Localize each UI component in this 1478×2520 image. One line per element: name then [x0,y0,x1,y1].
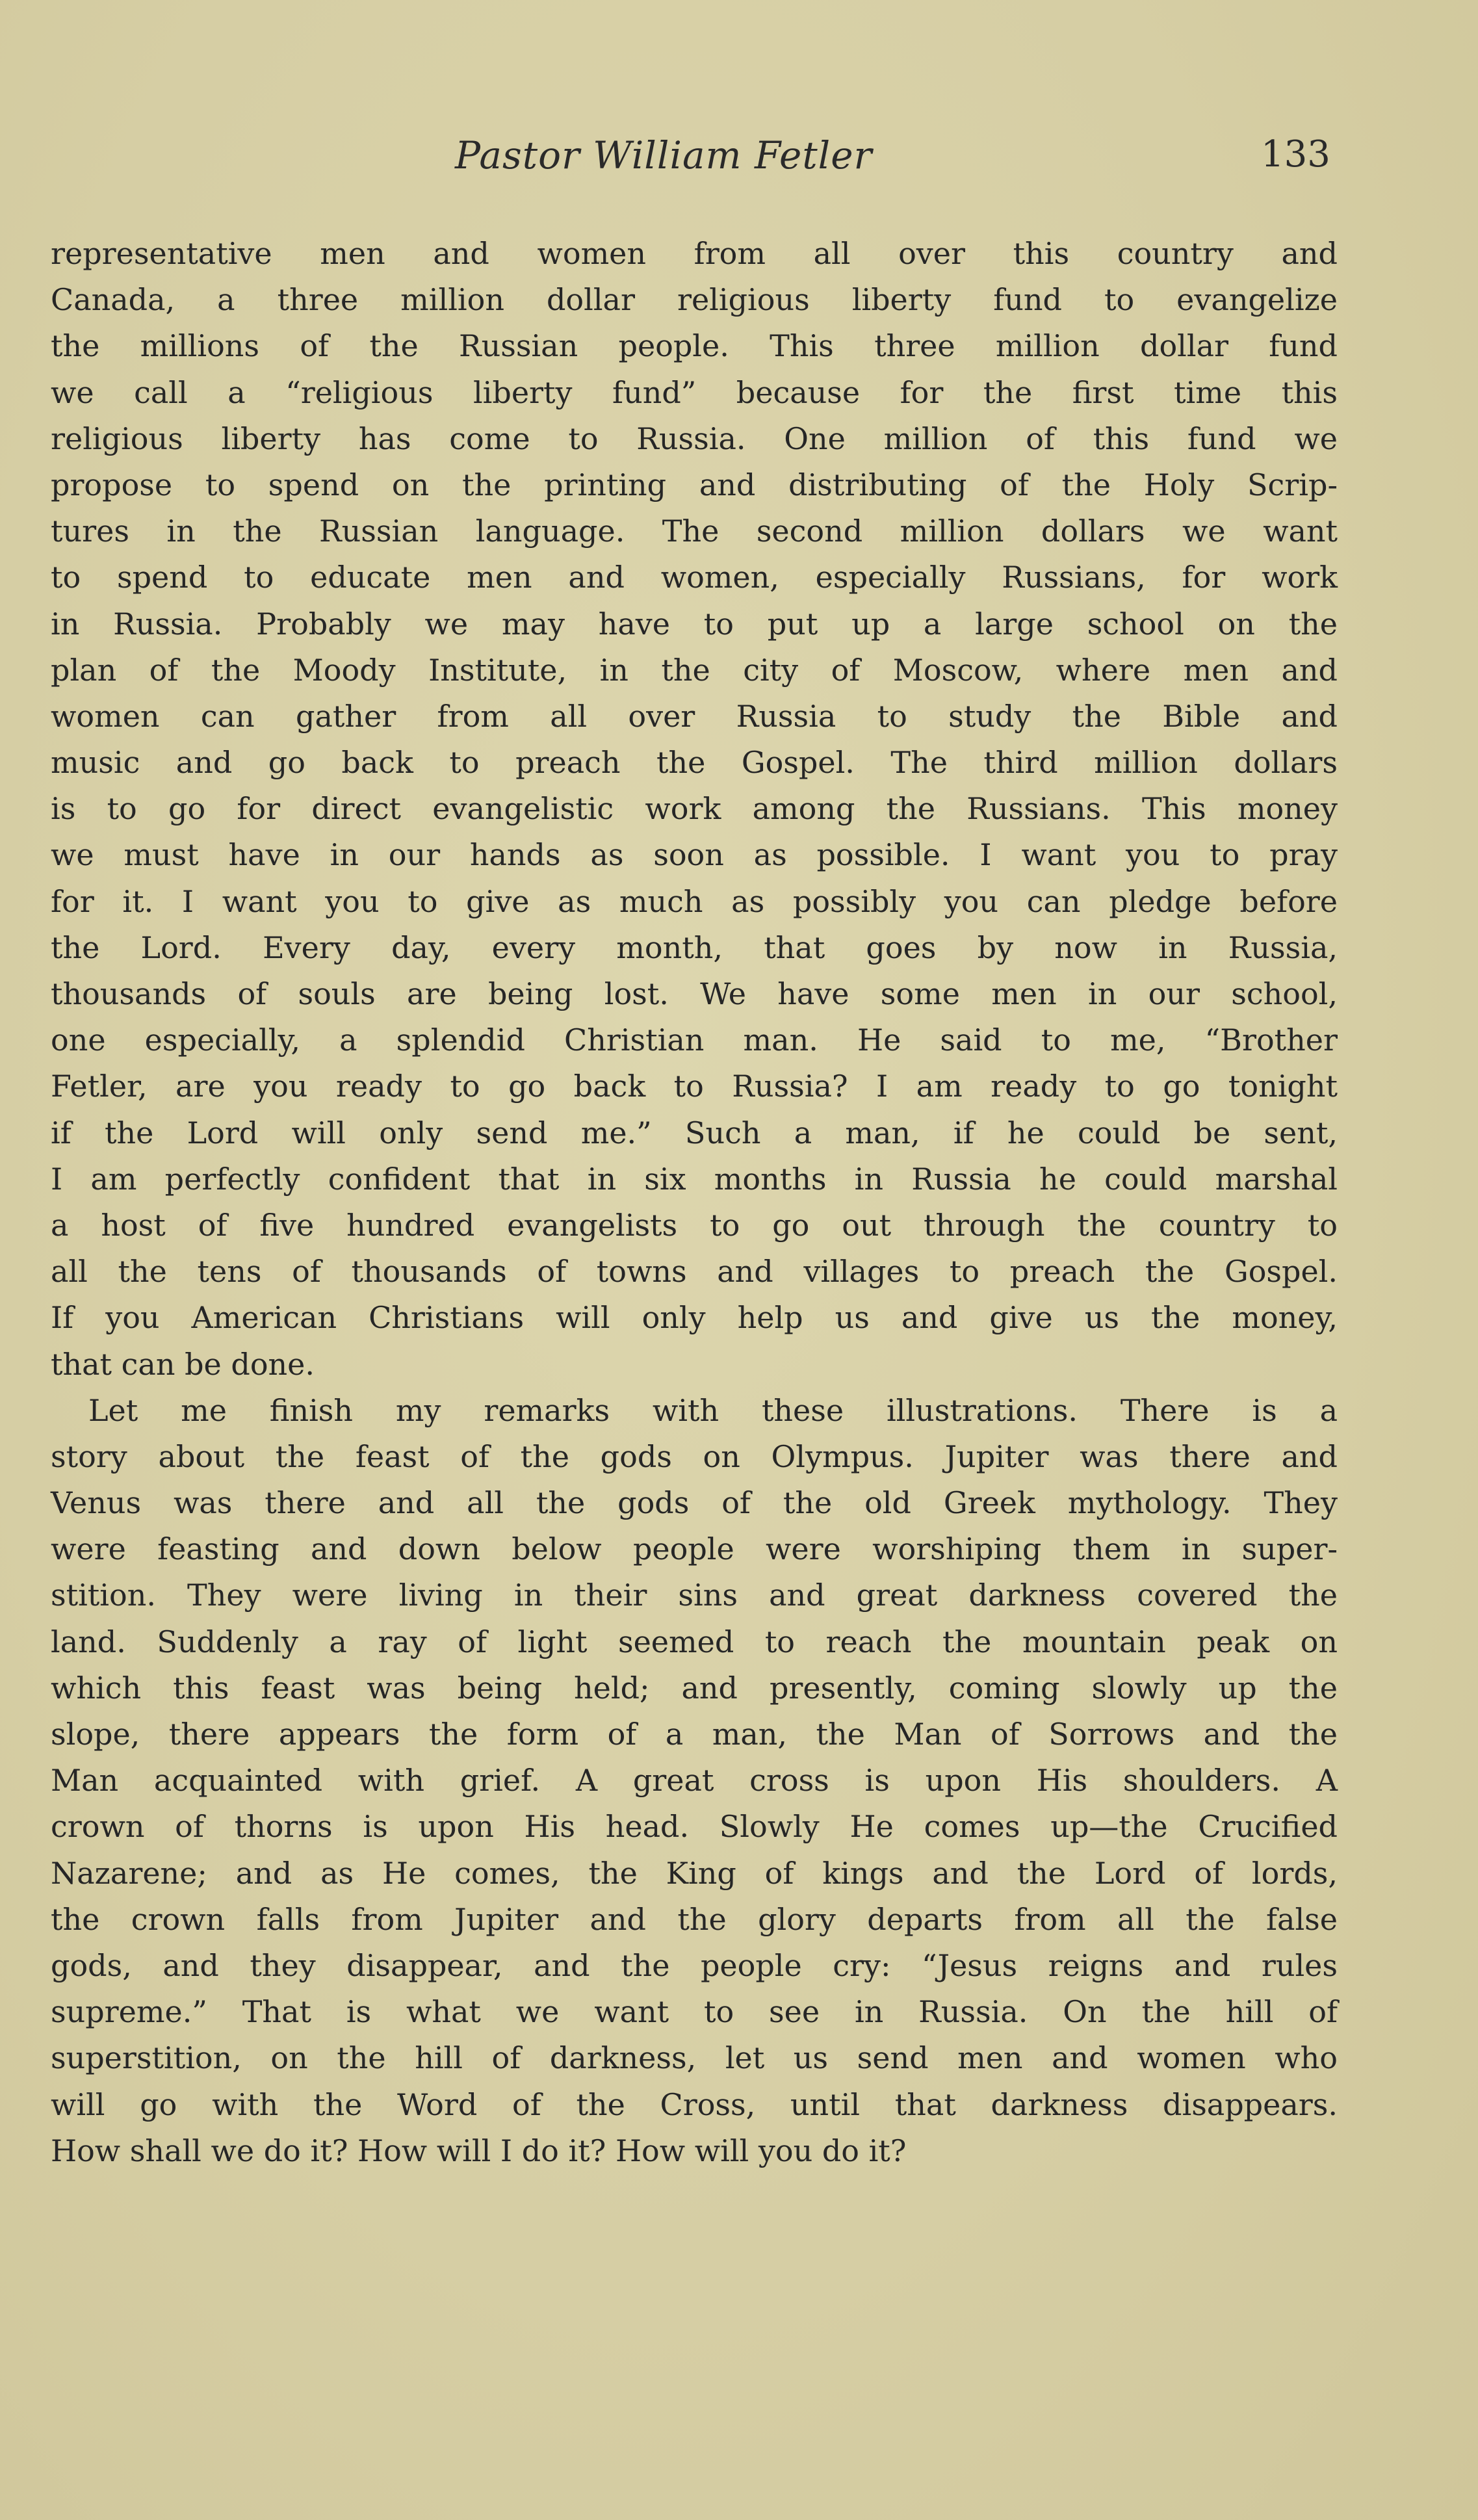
text-line: Venus was there and all the gods of the old Greek mythology. They [51,1485,1338,1521]
text-line: Fetler, are you ready to go back to Russia? I am ready to go tonight [51,1069,1338,1104]
body-text [51,231,1338,2174]
text-line: if the Lord will only send me.” Such a man, if he could be sent, [51,1115,1338,1150]
text-line: stition. They were living in their sins and great darkness covered the [51,1578,1338,1613]
text-line: women can gather from all over Russia to study the Bible and [51,698,1338,734]
text-line: I am perfectly confident that in six months in Russia he could marshal [51,1161,1338,1197]
text-line: for it. I want you to give as much as possibly you can pledge before [51,883,1338,919]
running-title: Pastor William Fetler [455,133,873,177]
text-line: gods, and they disappear, and the people cry: “Jesus reigns and rules [51,1947,1338,1983]
text-line: religious liberty has come to Russia. One million of this fund we [51,421,1338,456]
text-line: all the tens of thousands of towns and villages to preach the Gospel. [51,1254,1338,1290]
text-line: slope, there appears the form of a man, the Man of Sorrows and the [51,1717,1338,1752]
text-line: the millions of the Russian people. This three million dollar fund [51,328,1338,364]
text-line: plan of the Moody Institute, in the city of Moscow, where men and [51,652,1338,688]
text-line: which this feast was being held; and presently, coming slowly up the [51,1670,1338,1706]
text-line: representative men and women from all over this country and [51,236,1338,271]
page-number: 133 [1261,133,1330,175]
text-line: If you American Christians will only help us and give us the money, [51,1300,1338,1336]
text-line: thousands of souls are being lost. We have some men in our school, [51,976,1338,1011]
text-line: supreme.” That is what we want to see in Russia. On the hill of [51,1994,1338,2030]
text-line: we must have in our hands as soon as possible. I want you to pray [51,837,1338,873]
text-line: will go with the Word of the Cross, until that darkness disappears. [51,2086,1338,2122]
text-line: in Russia. Probably we may have to put up a large school on the [51,606,1338,642]
text-line: is to go for direct evangelistic work among the Russians. This money [51,791,1338,827]
text-line: land. Suddenly a ray of light seemed to reach the mountain peak on [51,1624,1338,1659]
text-line: propose to spend on the printing and distributing of the Holy Scrip- [51,467,1338,502]
text-line: one especially, a splendid Christian man. He said to me, “Brother [51,1022,1338,1058]
text-line: tures in the Russian language. The second million dollars we want [51,513,1338,549]
text-line: Let me finish my remarks with these illustrations. There is a [88,1392,1338,1428]
text-line: to spend to educate men and women, especially Russians, for work [51,560,1338,595]
text-line: the Lord. Every day, every month, that goes by now in Russia, [51,929,1338,965]
text-line: the crown falls from Jupiter and the glory departs from all the false [51,1901,1338,1937]
text-line: Nazarene; and as He comes, the King of kings and the Lord of lords, [51,1855,1338,1891]
text-line: a host of five hundred evangelists to go out through the country to [51,1207,1338,1243]
text-line: music and go back to preach the Gospel. The third million dollars [51,745,1338,781]
text-line: we call a “religious liberty fund” because for the first time this [51,374,1338,410]
text-line: How shall we do it? How will I do it? How will you do it? [51,2133,907,2168]
text-line: Canada, a three million dollar religious liberty fund to evangelize [51,282,1338,318]
text-line: crown of thorns is upon His head. Slowly He comes up—the Crucified [51,1809,1338,1845]
text-line: that can be done. [51,1346,315,1382]
text-line: story about the feast of the gods on Olympus. Jupiter was there and [51,1438,1338,1474]
text-line: superstition, on the hill of darkness, let us send men and women who [51,2040,1338,2076]
page-header [0,133,1478,192]
text-line: Man acquainted with grief. A great cross is upon His shoulders. A [51,1763,1338,1799]
text-line: were feasting and down below people were worshiping them in super- [51,1531,1338,1567]
